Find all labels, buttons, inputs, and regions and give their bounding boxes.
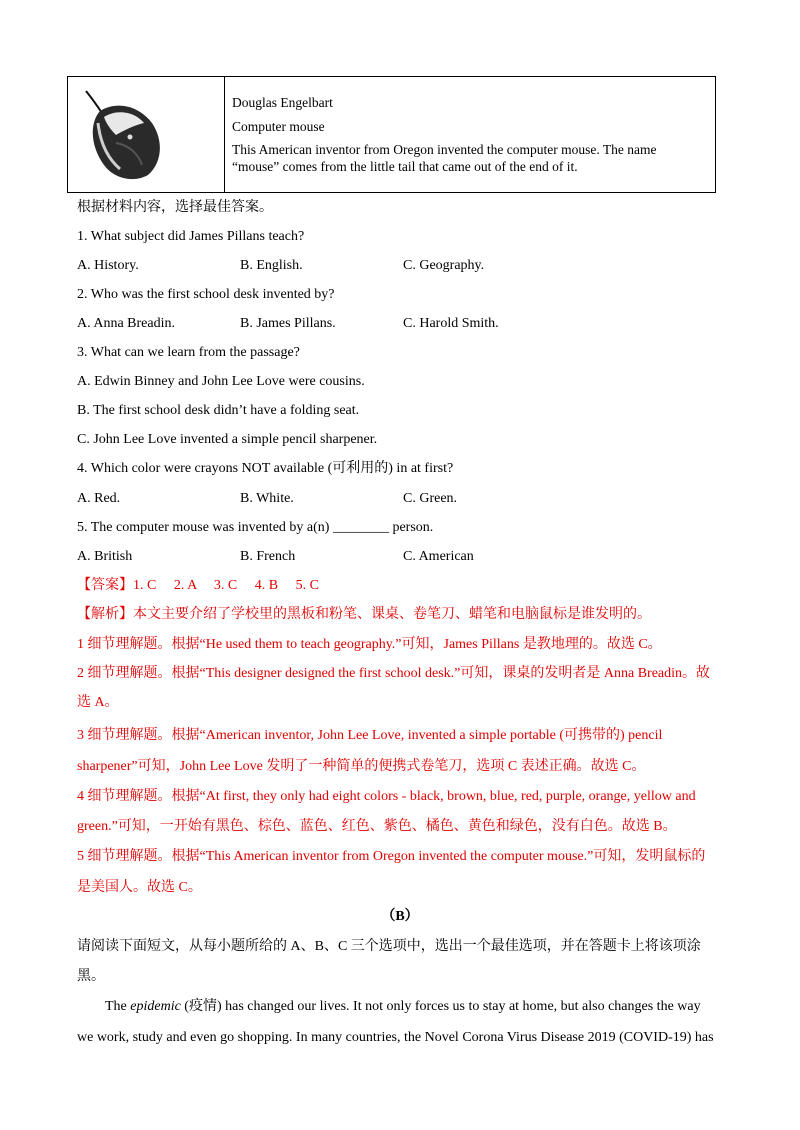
question-1: 1. What subject did James Pillans teach? <box>77 229 305 244</box>
q1-option-c: C. Geography. <box>403 258 485 273</box>
section-b-instruction-line1: 请阅读下面短文，从每小题所给的 A、B、C 三个选项中，选出一个最佳选项，并在答题卡上将该项涂 <box>77 939 701 954</box>
passage-line1-start: The <box>105 999 131 1014</box>
invention-name: Computer mouse <box>232 119 325 134</box>
q3-option-a: A. Edwin Binney and John Lee Love were cousins. <box>77 374 365 389</box>
passage-line2: we work, study and even go shopping. In many countries, the Novel Corona Virus Disease 2019 (COVID-19) has <box>77 1030 714 1045</box>
q2-option-b: B. James Pillans. <box>240 316 336 331</box>
passage-line1-rest: (疫情) has changed our lives. It not only forces us to stay at home, but also changes the way <box>180 999 701 1014</box>
q5-option-c: C. American <box>403 549 474 564</box>
explanation-2-line1: 2 细节理解题。根据“This designer designed the first school desk.”可知，课桌的发明者是 Anna Breadin。故 <box>77 666 711 681</box>
q2-option-c: C. Harold Smith. <box>403 316 499 331</box>
explanation-2-line2: 选 A。 <box>77 695 119 710</box>
question-4: 4. Which color were crayons NOT available (可利用的) in at first? <box>77 461 454 476</box>
info-table <box>67 76 716 193</box>
answer-key: 【答案】1. C 2. A 3. C 4. B 5. C <box>77 578 319 593</box>
q1-option-b: B. English. <box>240 258 303 273</box>
explanation-5-line2: 是美国人。故选 C。 <box>77 880 202 895</box>
q4-option-b: B. White. <box>240 491 294 506</box>
section-b-heading: （B） <box>381 909 419 924</box>
q5-option-b: B. French <box>240 549 296 564</box>
q3-option-b: B. The first school desk didn’t have a folding seat. <box>77 403 360 418</box>
explanation-5-line1: 5 细节理解题。根据“This American inventor from Oregon invented the computer mouse.”可知，发明鼠标的 <box>77 849 706 864</box>
invention-desc-line1: This American inventor from Oregon invented the computer mouse. The name <box>232 142 657 157</box>
question-5: 5. The computer mouse was invented by a(n) ________ person. <box>77 520 434 535</box>
explanation-4-line2: green.”可知，一开始有黑色、棕色、蓝色、红色、紫色、橘色、黄色和绿色，没有白色。故选 B。 <box>77 819 677 834</box>
inventor-name: Douglas Engelbart <box>232 95 333 110</box>
analysis-summary: 【解析】本文主要介绍了学校里的黑板和粉笔、课桌、卷笔刀、蜡笔和电脑鼠标是谁发明的。 <box>77 607 651 622</box>
explanation-1: 1 细节理解题。根据“He used them to teach geography.”可知，James Pillans 是教地理的。故选 C。 <box>77 637 662 652</box>
question-3: 3. What can we learn from the passage? <box>77 345 300 360</box>
q3-option-c: C. John Lee Love invented a simple pencil sharpener. <box>77 432 378 447</box>
explanation-3-line1: 3 细节理解题。根据“American inventor, John Lee Love, invented a simple portable (可携带的) pencil <box>77 728 663 743</box>
computer-mouse-image <box>76 83 166 183</box>
question-2: 2. Who was the first school desk invented by? <box>77 287 335 302</box>
q4-option-a: A. Red. <box>77 491 121 506</box>
explanation-4-line1: 4 细节理解题。根据“At first, they only had eight colors - black, brown, blue, red, purple, orange, yellow and <box>77 789 696 804</box>
q5-option-a: A. British <box>77 549 133 564</box>
instruction: 根据材料内容，选择最佳答案。 <box>77 200 273 215</box>
section-b-instruction-line2: 黑。 <box>77 969 105 984</box>
table-divider <box>224 77 225 192</box>
q1-option-a: A. History. <box>77 258 139 273</box>
passage-epidemic-word: epidemic <box>130 999 181 1014</box>
passage-line1 <box>105 998 701 1016</box>
invention-desc-line2: “mouse” comes from the little tail that came out of the end of it. <box>232 159 578 174</box>
q4-option-c: C. Green. <box>403 491 458 506</box>
q2-option-a: A. Anna Breadin. <box>77 316 175 331</box>
explanation-3-line2: sharpener”可知，John Lee Love 发明了一种简单的便携式卷笔刀，选项 C 表述正确。故选 C。 <box>77 759 646 774</box>
